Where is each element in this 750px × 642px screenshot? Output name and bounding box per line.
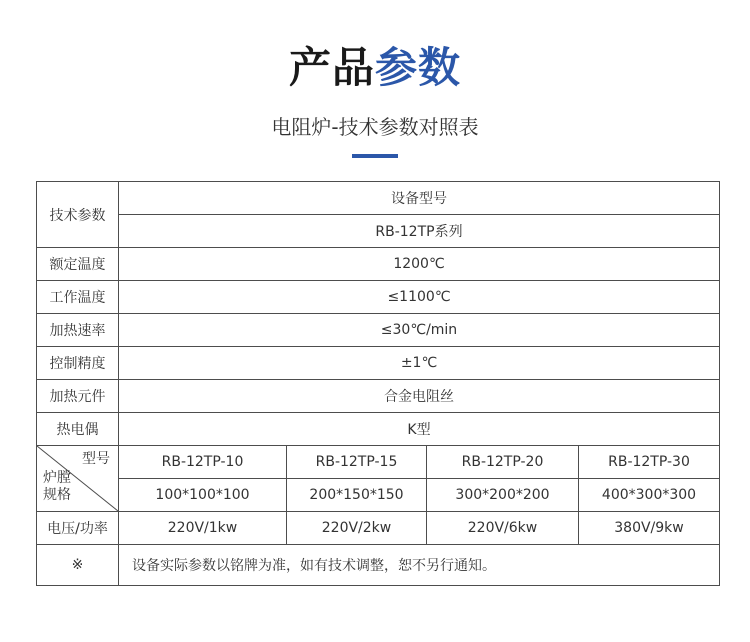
model-cell: RB-12TP-20 [427, 446, 579, 479]
chamber-size-cell: 300*200*200 [427, 479, 579, 512]
chamber-size-cell: 400*300*300 [579, 479, 720, 512]
model-cell: RB-12TP-30 [579, 446, 720, 479]
model-cell: RB-12TP-15 [287, 446, 427, 479]
table-row [37, 380, 720, 413]
row-value: 1200℃ [119, 248, 720, 281]
note-text: 设备实际参数以铭牌为准，如有技术调整，恕不另行通知。 [119, 545, 720, 586]
device-model-label: 设备型号 [119, 182, 720, 215]
spec-table [36, 181, 720, 586]
chamber-size-cell: 100*100*100 [119, 479, 287, 512]
row-label: 加热速率 [37, 314, 119, 347]
row-value: K型 [119, 413, 720, 446]
row-value: 合金电阻丝 [119, 380, 720, 413]
table-row [37, 512, 720, 545]
table-row [37, 347, 720, 380]
diagonal-header-cell [37, 446, 119, 512]
row-label: 额定温度 [37, 248, 119, 281]
table-row [37, 314, 720, 347]
model-cell: RB-12TP-10 [119, 446, 287, 479]
title-accent: 参数 [375, 43, 462, 92]
table-row [37, 545, 720, 586]
table-row [37, 479, 720, 512]
title-underline [352, 154, 398, 158]
row-label: 工作温度 [37, 281, 119, 314]
tech-params-label: 技术参数 [37, 182, 119, 248]
page-title [0, 38, 750, 98]
power-cell: 220V/2kw [287, 512, 427, 545]
table-row [37, 281, 720, 314]
table-row [37, 248, 720, 281]
power-cell: 220V/1kw [119, 512, 287, 545]
row-label: 热电偶 [37, 413, 119, 446]
table-row [37, 182, 720, 215]
series-value: RB-12TP系列 [119, 215, 720, 248]
title-main: 产品 [288, 43, 375, 92]
row-label: 控制精度 [37, 347, 119, 380]
table-row [37, 446, 720, 479]
chamber-spec-label: 炉膛规格 [43, 470, 71, 503]
row-value: ≤1100℃ [119, 281, 720, 314]
row-value: ≤30℃/min [119, 314, 720, 347]
row-label: 加热元件 [37, 380, 119, 413]
table-row [37, 413, 720, 446]
power-cell: 380V/9kw [579, 512, 720, 545]
model-label: 型号 [82, 451, 110, 467]
power-label: 电压/功率 [37, 512, 119, 545]
table-row [37, 215, 720, 248]
note-symbol: ※ [37, 545, 119, 586]
page-subtitle: 电阻炉-技术参数对照表 [271, 115, 479, 139]
row-value: ±1℃ [119, 347, 720, 380]
power-cell: 220V/6kw [427, 512, 579, 545]
chamber-size-cell: 200*150*150 [287, 479, 427, 512]
